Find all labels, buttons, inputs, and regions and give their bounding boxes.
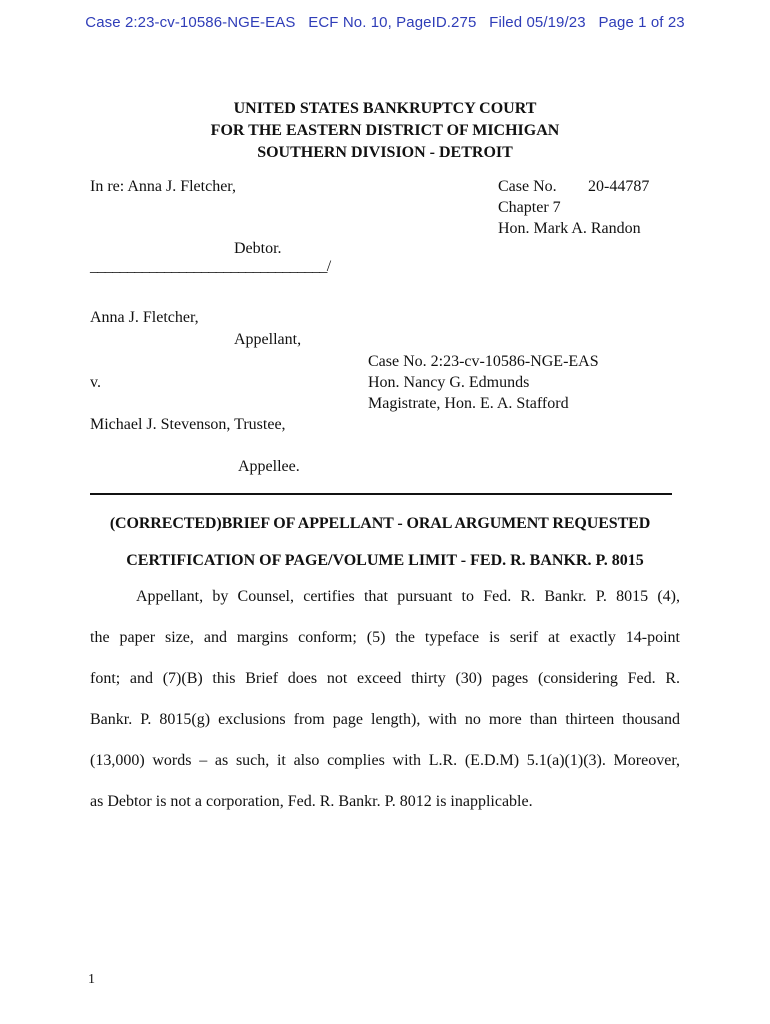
debtor-label: Debtor. [234,240,282,257]
district-judge: Hon. Nancy G. Edmunds [368,374,530,391]
appellee-name: Michael J. Stevenson, Trustee, [90,416,286,433]
certification-line-4: Bankr. P. 8015(g) exclusions from page length), with no more than thirteen thousand [90,711,680,728]
caption-divider-rule [90,493,672,495]
brief-title: (CORRECTED)BRIEF OF APPELLANT - ORAL ARGUMENT REQUESTED [109,515,651,532]
certification-paragraph [90,576,680,822]
court-heading [0,98,770,164]
court-heading-line-3: SOUTHERN DIVISION - DETROIT [257,144,513,161]
court-heading-line-2: FOR THE EASTERN DISTRICT OF MICHIGAN [210,122,560,139]
ecf-filing-header: Case 2:23-cv-10586-NGE-EAS ECF No. 10, PageID.275 Filed 05/19/23 Page 1 of 23 [85,14,685,31]
bankruptcy-chapter: Chapter 7 [498,199,561,216]
certification-heading: CERTIFICATION OF PAGE/VOLUME LIMIT - FED. R. BANKR. P. 8015 [126,552,644,569]
bankruptcy-case-no-label: Case No. [498,178,557,195]
district-case-no: Case No. 2:23-cv-10586-NGE-EAS [368,353,599,370]
magistrate-judge: Magistrate, Hon. E. A. Stafford [368,395,569,412]
page-number: 1 [88,972,95,987]
appellant-name: Anna J. Fletcher, [90,309,199,326]
bankruptcy-judge: Hon. Mark A. Randon [498,220,641,237]
certification-line-5: (13,000) words – as such, it also complies with L.R. (E.D.M) 5.1(a)(1)(3). Moreover, [90,752,680,769]
certification-line-3: font; and (7)(B) this Brief does not exceed thirty (30) pages (considering Fed. R. [90,670,680,687]
certification-line-2: the paper size, and margins conform; (5) the typeface is serif at exactly 14-point [90,629,680,646]
appellee-label: Appellee. [238,458,300,475]
caption-signature-line: ________________________________/ [90,258,331,275]
versus-label: v. [90,374,101,391]
certification-line-1: Appellant, by Counsel, certifies that pursuant to Fed. R. Bankr. P. 8015 (4), [136,588,680,605]
court-heading-line-1: UNITED STATES BANKRUPTCY COURT [233,100,537,117]
appellant-label: Appellant, [234,331,302,348]
bankruptcy-case-no-value: 20-44787 [588,178,650,195]
certification-line-6: as Debtor is not a corporation, Fed. R. Bankr. P. 8012 is inapplicable. [90,793,533,810]
in-re-debtor-name: In re: Anna J. Fletcher, [90,178,236,195]
